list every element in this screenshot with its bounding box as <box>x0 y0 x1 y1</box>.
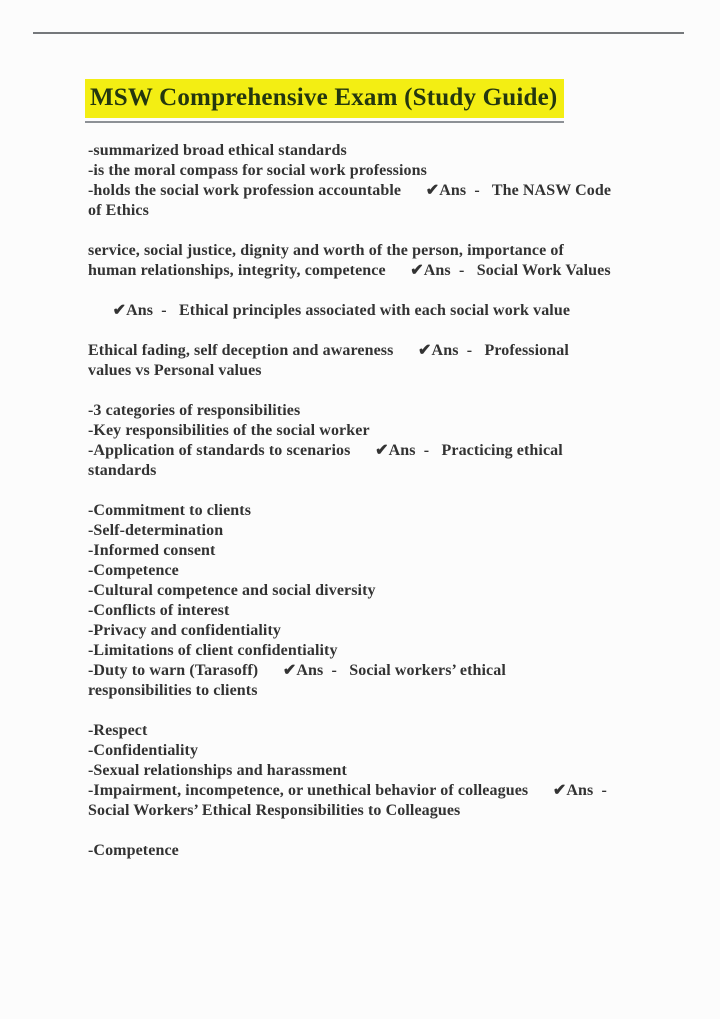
text-line: -Duty to warn (Tarasoff) ✔Ans - Social workers’ ethical <box>88 662 506 679</box>
qa-block <box>88 721 673 821</box>
text-line: -summarized broad ethical standards <box>88 142 347 159</box>
document-title-block <box>85 79 564 123</box>
text-line: responsibilities to clients <box>88 682 258 699</box>
page-title: MSW Comprehensive Exam (Study Guide) <box>85 79 564 118</box>
text-line: ✔Ans - Ethical principles associated with each social work value <box>88 302 571 319</box>
qa-block <box>88 501 673 701</box>
qa-block <box>88 341 673 381</box>
text-line: of Ethics <box>88 202 149 219</box>
top-horizontal-rule <box>33 32 684 34</box>
qa-block <box>88 301 673 321</box>
qa-block <box>88 841 673 861</box>
text-line: -Competence <box>88 562 179 579</box>
text-line: -Sexual relationships and harassment <box>88 762 347 779</box>
text-line: -Key responsibilities of the social worker <box>88 422 370 439</box>
text-line: -Impairment, incompetence, or unethical behavior of colleagues ✔Ans - <box>88 782 607 799</box>
text-line: -Application of standards to scenarios ✔Ans - Practicing ethical <box>88 442 563 459</box>
qa-block <box>88 401 673 481</box>
text-line: -holds the social work profession accountable ✔Ans - The NASW Code <box>88 182 612 199</box>
text-line: -is the moral compass for social work professions <box>88 162 427 179</box>
text-line: -Commitment to clients <box>88 502 252 519</box>
text-line: -Competence <box>88 842 179 859</box>
document-body <box>88 141 673 881</box>
text-line: -Privacy and confidentiality <box>88 622 282 639</box>
text-line: standards <box>88 462 157 479</box>
text-line: Ethical fading, self deception and awareness ✔Ans - Professional <box>88 342 569 359</box>
text-line: values vs Personal values <box>88 362 262 379</box>
text-line: Social Workers’ Ethical Responsibilities to Colleagues <box>88 802 461 819</box>
text-line: human relationships, integrity, competence ✔Ans - Social Work Values <box>88 262 611 279</box>
text-line: -Cultural competence and social diversity <box>88 582 376 599</box>
qa-block <box>88 241 673 281</box>
text-line: service, social justice, dignity and worth of the person, importance of <box>88 242 564 259</box>
text-line: -Limitations of client confidentiality <box>88 642 338 659</box>
text-line: -Self-determination <box>88 522 224 539</box>
title-underline <box>85 121 564 123</box>
text-line: -Informed consent <box>88 542 216 559</box>
text-line: -Confidentiality <box>88 742 199 759</box>
text-line: -Respect <box>88 722 148 739</box>
qa-block <box>88 141 673 221</box>
text-line: -Conflicts of interest <box>88 602 230 619</box>
text-line: -3 categories of responsibilities <box>88 402 301 419</box>
